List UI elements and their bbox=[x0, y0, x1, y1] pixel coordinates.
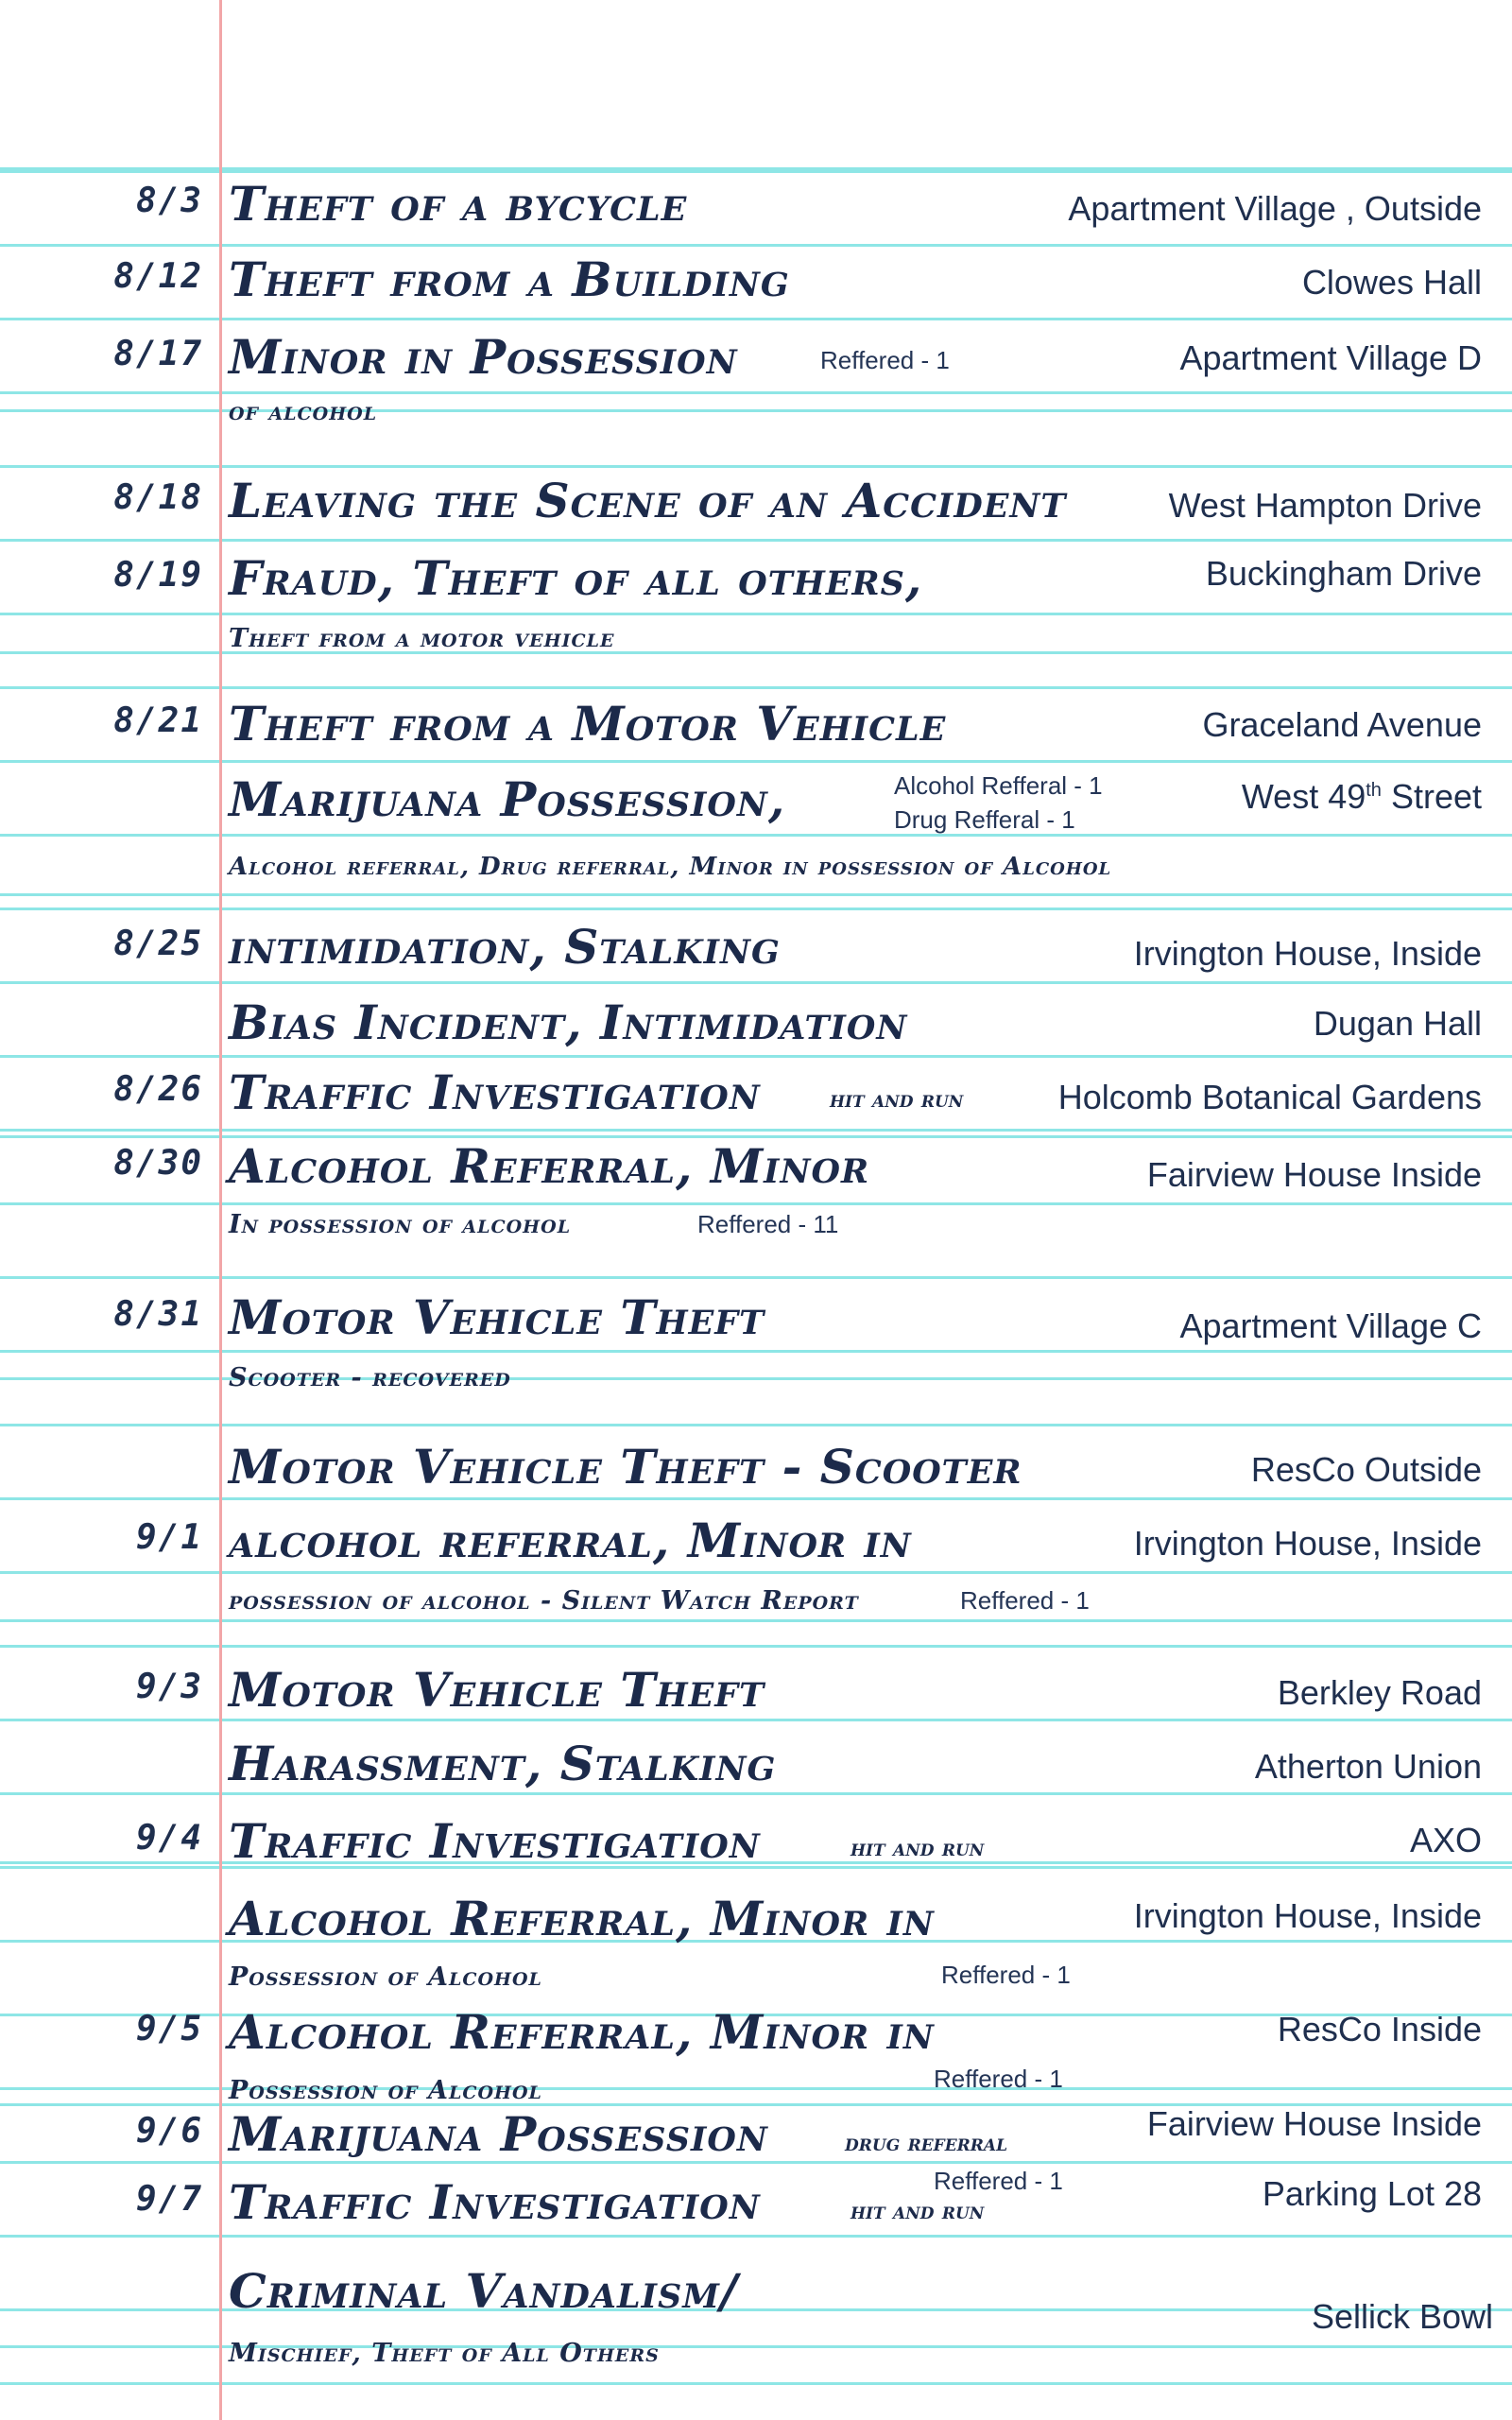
entry-title: Minor in Possession bbox=[229, 329, 738, 385]
entry-title: Theft from a Motor Vehicle bbox=[229, 696, 947, 752]
entry-location: Sellick Bowl bbox=[1311, 2297, 1493, 2336]
entry-subtitle: Possession of Alcohol bbox=[229, 2076, 542, 2105]
rule-line bbox=[0, 1571, 1512, 1574]
entry-subtitle: Alcohol referral, Drug referral, Minor in possession of Alcohol bbox=[229, 853, 1112, 881]
entry-date: 8/19 bbox=[113, 556, 203, 595]
entry-title: Alcohol Referral, Minor in bbox=[229, 2004, 935, 2060]
entry-title: Theft of a bycycle bbox=[229, 176, 688, 232]
rule-line bbox=[0, 1645, 1512, 1648]
rule-line bbox=[0, 981, 1512, 984]
rule-line bbox=[0, 2308, 1512, 2311]
entry-location: ResCo Inside bbox=[1277, 2010, 1482, 2048]
entry-location: Atherton Union bbox=[1254, 1747, 1482, 1786]
rule-line bbox=[0, 2235, 1512, 2238]
entry-title: Marijuana Possession, bbox=[229, 771, 786, 827]
entry-location: Apartment Village C bbox=[1179, 1306, 1482, 1345]
entry-location: Berkley Road bbox=[1277, 1673, 1482, 1712]
rule-line bbox=[0, 1055, 1512, 1058]
entry-location: AXO bbox=[1409, 1821, 1482, 1859]
referral-note: Reffered - 1 bbox=[934, 2167, 1063, 2195]
rule-line bbox=[0, 539, 1512, 542]
entry-location: Irvington House, Inside bbox=[1133, 1524, 1482, 1563]
entry-date: 8/18 bbox=[113, 478, 203, 517]
rule-line bbox=[0, 244, 1512, 247]
rule-line bbox=[0, 1202, 1512, 1205]
entry-date: 9/5 bbox=[135, 2010, 203, 2048]
entry-subtitle: Possession of Alcohol bbox=[229, 1962, 542, 1992]
entry-title: Motor Vehicle Theft bbox=[229, 1662, 765, 1718]
entry-location: Parking Lot 28 bbox=[1262, 2174, 1482, 2213]
incident-tag: drug referral bbox=[845, 2129, 1008, 2156]
entry-subtitle: possession of alcohol - Silent Watch Report bbox=[229, 1586, 859, 1616]
rule-line bbox=[0, 1719, 1512, 1721]
entry-location: Graceland Avenue bbox=[1202, 705, 1482, 744]
location-text: West 49 bbox=[1241, 777, 1366, 816]
entry-title: Motor Vehicle Theft bbox=[229, 1289, 765, 1345]
entry-date: 8/17 bbox=[113, 335, 203, 373]
entry-location: Irvington House, Inside bbox=[1133, 934, 1482, 973]
rule-line bbox=[0, 318, 1512, 320]
entry-location bbox=[1242, 777, 1482, 817]
rule-line bbox=[0, 834, 1512, 837]
rule-line bbox=[0, 170, 1512, 173]
entry-subtitle: In possession of alcohol bbox=[229, 1210, 572, 1239]
entry-date: 8/25 bbox=[113, 925, 203, 963]
rule-line bbox=[0, 391, 1512, 394]
entry-date: 8/21 bbox=[113, 701, 203, 740]
entry-location: ResCo Outside bbox=[1250, 1450, 1482, 1489]
entry-date: 9/6 bbox=[135, 2112, 203, 2151]
rule-line bbox=[0, 908, 1512, 910]
referral-note: Drug Refferal - 1 bbox=[894, 805, 1075, 834]
entry-date: 8/31 bbox=[113, 1295, 203, 1334]
rule-line bbox=[0, 1350, 1512, 1353]
rule-line bbox=[0, 1424, 1512, 1426]
rule-line bbox=[0, 1497, 1512, 1500]
rule-line bbox=[0, 1129, 1512, 1132]
entry-location: Clowes Hall bbox=[1301, 263, 1482, 302]
rule-line bbox=[0, 686, 1512, 689]
rule-line bbox=[0, 1792, 1512, 1795]
entry-date: 8/3 bbox=[135, 182, 203, 220]
referral-note: Reffered - 1 bbox=[941, 1961, 1071, 1989]
referral-note: Reffered - 11 bbox=[697, 1210, 839, 1238]
entry-title: Marijuana Possession bbox=[229, 2106, 768, 2162]
entry-title: alcohol referral, Minor in bbox=[229, 1512, 912, 1568]
entry-title: Alcohol Referral, Minor bbox=[229, 1138, 870, 1194]
entry-date: 8/12 bbox=[113, 257, 203, 296]
entry-location: Buckingham Drive bbox=[1205, 554, 1482, 593]
location-superscript: th bbox=[1366, 780, 1382, 801]
referral-note: Reffered - 1 bbox=[820, 346, 950, 374]
entry-location: Apartment Village , Outside bbox=[1068, 189, 1482, 228]
rule-line bbox=[0, 2382, 1512, 2385]
rule-line bbox=[0, 2087, 1512, 2090]
rule-line bbox=[0, 465, 1512, 468]
entry-date: 9/3 bbox=[135, 1668, 203, 1706]
entry-title: Bias Incident, Intimidation bbox=[229, 994, 908, 1050]
entry-title: intimidation, Stalking bbox=[229, 919, 781, 975]
entry-date: 9/4 bbox=[135, 1819, 203, 1858]
entry-date: 8/30 bbox=[113, 1144, 203, 1183]
entry-date: 9/7 bbox=[135, 2180, 203, 2219]
entry-subtitle: Mischief, Theft of All Others bbox=[229, 2339, 660, 2368]
referral-note: Reffered - 1 bbox=[960, 1586, 1090, 1615]
entry-title: Traffic Investigation bbox=[229, 1064, 761, 1120]
entry-title: Motor Vehicle Theft - Scooter bbox=[229, 1439, 1022, 1495]
entry-title: Leaving the Scene of an Accident bbox=[229, 473, 1067, 528]
entry-date: 9/1 bbox=[135, 1518, 203, 1557]
incident-tag: hit and run bbox=[850, 2197, 985, 2224]
entry-title: Theft from a Building bbox=[229, 251, 790, 307]
entry-location: Fairview House Inside bbox=[1146, 1155, 1482, 1194]
entry-location: Irvington House, Inside bbox=[1133, 1896, 1482, 1935]
entry-date: 8/26 bbox=[113, 1070, 203, 1109]
entry-title: Fraud, Theft of all others, bbox=[229, 550, 923, 606]
incident-tag: hit and run bbox=[850, 1834, 985, 1861]
entry-location: Dugan Hall bbox=[1313, 1004, 1482, 1043]
margin-line bbox=[219, 0, 222, 2420]
entry-location: West Hampton Drive bbox=[1168, 486, 1482, 525]
rule-line bbox=[0, 1276, 1512, 1279]
entry-title: Alcohol Referral, Minor in bbox=[229, 1891, 935, 1946]
entry-subtitle: Scooter - recovered bbox=[229, 1363, 511, 1392]
entry-location: Apartment Village D bbox=[1179, 338, 1482, 377]
rule-line bbox=[0, 760, 1512, 763]
entry-title: Traffic Investigation bbox=[229, 1813, 761, 1869]
entry-subtitle: of alcohol bbox=[229, 397, 378, 426]
incident-tag: hit and run bbox=[830, 1085, 964, 1113]
referral-note: Reffered - 1 bbox=[934, 2065, 1063, 2093]
entry-location: Holcomb Botanical Gardens bbox=[1057, 1078, 1482, 1116]
location-text-tail: Street bbox=[1381, 777, 1482, 816]
referral-note: Alcohol Refferal - 1 bbox=[894, 771, 1103, 800]
entry-title: Harassment, Stalking bbox=[229, 1736, 777, 1791]
entry-location: Fairview House Inside bbox=[1146, 2104, 1482, 2143]
entry-subtitle: Theft from a motor vehicle bbox=[229, 624, 615, 653]
rule-line bbox=[0, 613, 1512, 615]
entry-title: Criminal Vandalism/ bbox=[229, 2263, 739, 2319]
entry-title: Traffic Investigation bbox=[229, 2174, 761, 2230]
